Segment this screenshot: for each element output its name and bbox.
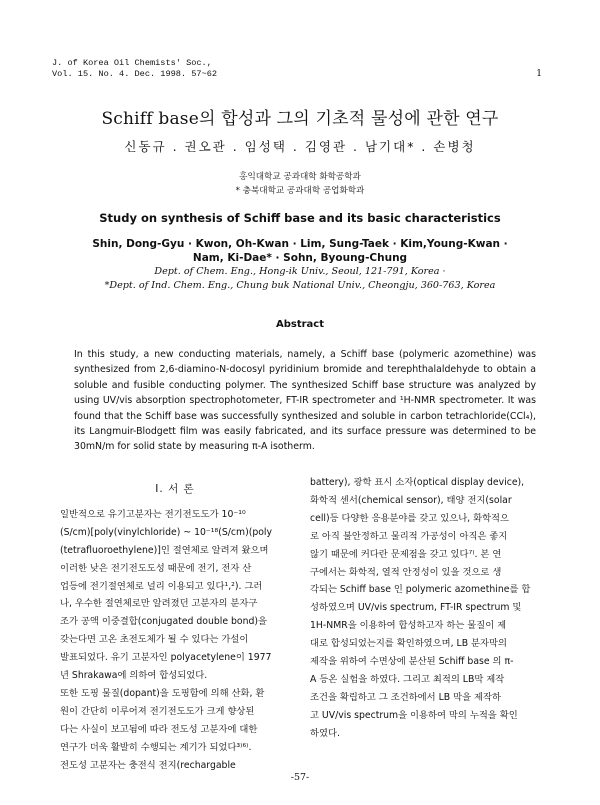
- body-line: 로 아직 불안정하고 물리적 가공성이 아직은 좋지: [310, 530, 508, 542]
- body-line: 원이 간단히 이루어져 전기전도도가 크게 향상된: [60, 705, 255, 717]
- abstract-text: In this study, a new conducting materials, namely, a Schiff base (polymeric azomethine) was synthesized from 2,6-diamino-N-docosyl pyridinium bromide and terephthalaldehyde to obtain a soluble and fusible conducting polymer. The synthesized Schiff base structure was analyzed by using UV/vis absorption spectrophotometer, FT-IR spectrometer and ¹H-NMR spectrometer. It was found that the Schiff base was successfully synthesized and soluble in carbon tetrachloride(CCl₄), its Langmuir-Blodgett film was easily fabricated, and its surface pressure was determined to be 30mN/m for solid state by measuring π-A isotherm.: [74, 349, 536, 453]
- body-line: 다는 사실이 보고됨에 따라 전도성 고분자에 대한: [60, 723, 258, 735]
- body-line: 1H-NMR을 이용하여 합성하고자 하는 물질이 제: [310, 620, 507, 632]
- journal-line-2: Vol. 15. No. 4. Dec. 1998. 57~62: [52, 69, 218, 79]
- body-line: 이러한 낮은 전기전도도성 때문에 전기, 전자 산: [60, 562, 252, 574]
- body-line: A 등온 실험을 하였다. 그리고 최적의 LB막 제작: [310, 673, 505, 685]
- body-line: 하였다.: [310, 727, 340, 739]
- korean-title: Schiff base의 합성과 그의 기초적 물성에 관한 연구: [101, 109, 499, 129]
- body-line: 성하였으며 UV/vis spectrum, FT-IR spectrum 및: [310, 602, 522, 614]
- section-heading: Ⅰ. 서 론: [155, 483, 195, 495]
- body-line: 조가 공액 이중결합(conjugated double bond)을: [60, 616, 268, 628]
- english-affiliation-2: *Dept. of Ind. Chem. Eng., Chung buk National Univ., Cheongju, 360-763, Korea: [104, 280, 496, 291]
- body-line: 갖는다면 고온 초전도체가 될 수 있다는 가설이: [60, 634, 249, 646]
- abstract-heading: Abstract: [275, 319, 325, 330]
- body-line: cell)등 다양한 응용분야를 갖고 있으나, 화학적으: [310, 512, 510, 524]
- body-line: 년 Shrakawa에 의하여 합성되었다.: [60, 670, 208, 682]
- korean-authors: 신동규 . 권오관 . 임성택 . 김영관 . 남기대* . 손병청: [124, 139, 476, 154]
- english-affiliation-1: Dept. of Chem. Eng., Hong-ik Univ., Seoul, 121-791, Korea ·: [154, 266, 446, 277]
- journal-line-1: J. of Korea Oil Chemists' Soc.,: [52, 58, 212, 68]
- korean-affiliation-1: 홍익대학교 공과대학 화학공학과: [239, 172, 361, 182]
- body-line: 업등에 전기절연체로 널리 이용되고 있다¹,²). 그러: [60, 580, 263, 592]
- footer-page-number: -57-: [290, 772, 310, 783]
- body-column-right: [310, 474, 540, 743]
- body-line: 각되는 Schiff base 인 polymeric azomethine를 합: [310, 584, 531, 596]
- body-line: 구에서는 화학적, 열적 안정성이 있을 것으로 생: [310, 566, 502, 578]
- english-authors-line-2: Nam, Ki-Dae* · Sohn, Byoung-Chung: [192, 252, 408, 264]
- korean-affiliation-2: * 충북대학교 공과대학 공업화학과: [235, 186, 365, 196]
- top-page-number: 1: [536, 69, 542, 79]
- english-authors-line-1: Shin, Dong-Gyu · Kwon, Oh-Kwan · Lim, Sung-Taek · Kim,Young-Kwan ·: [92, 238, 508, 250]
- body-line: 고 UV/vis spectrum을 이용하여 막의 누적을 확인: [310, 709, 518, 721]
- body-line: 전도성 고분자는 충전식 전지(rechargable: [60, 759, 236, 771]
- body-line: 나, 우수한 절연체로만 알려졌던 고분자의 분자구: [60, 598, 258, 610]
- body-line: 일반적으로 유기고분자는 전기전도도가 10⁻¹⁰: [60, 508, 246, 520]
- body-line: 제작을 위하여 수면상에 분산된 Schiff base 의 π-: [310, 656, 514, 668]
- body-line: 화학적 센서(chemical sensor), 태양 전지(solar: [310, 494, 512, 506]
- body-line: (S/cm)[poly(vinylchloride) ~ 10⁻¹⁸(S/cm)(poly: [60, 526, 273, 538]
- body-line: battery), 광학 표시 소자(optical display device),: [310, 477, 525, 488]
- body-line: 대로 합성되었는지를 확인하였으며, LB 분자막의: [310, 638, 507, 650]
- english-title: Study on synthesis of Schiff base and its basic characteristics: [99, 211, 501, 225]
- body-line: 않기 때문에 커다란 문제점을 갖고 있다⁷⁾. 본 연: [310, 548, 502, 560]
- body-column-left: [60, 481, 290, 775]
- journal-citation: [52, 58, 217, 80]
- body-line: (tetrafluoroethylene)]인 절연체로 알려져 왔으며: [60, 544, 269, 556]
- body-line: 연구가 더욱 활발히 수행되는 계기가 되었다³⁾⁶⁾.: [60, 741, 252, 753]
- body-line: 또한 도핑 물질(dopant)을 도핑함에 의해 산화, 환: [60, 687, 265, 699]
- body-line: 발표되었다. 유기 고분자인 polyacetylene이 1977: [60, 652, 272, 664]
- body-line: 조건을 확립하고 그 조건하에서 LB 막을 제작하: [310, 691, 501, 703]
